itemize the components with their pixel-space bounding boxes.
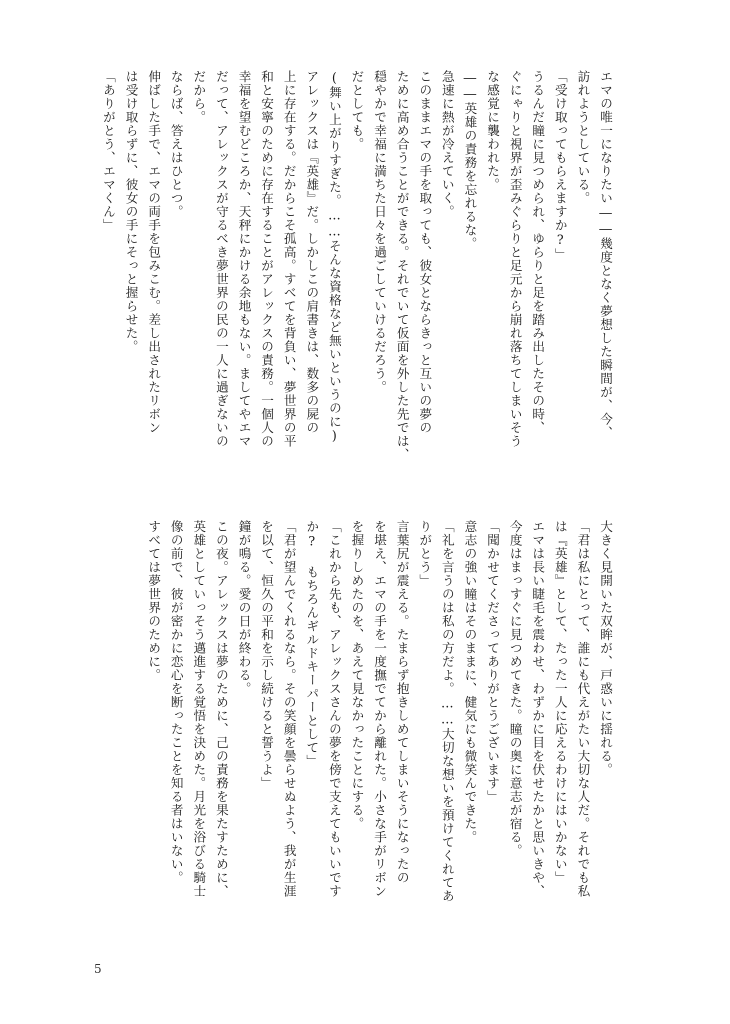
text-line: を以て、恒久の平和を示し続けると誓うよ」: [259, 520, 275, 790]
text-line: 英雄としていっそう邁進する覚悟を決めた。月光を浴びる騎士: [191, 520, 207, 898]
text-line: を堪え、エマの手を一度撫でてから離れた。小さな手がリボン: [372, 520, 388, 898]
text-line: ために高め合うことができる。それでいて仮面を外した先では、: [394, 70, 410, 462]
text-line: 「これから先も、アレックスさんの夢を傍で支えてもいいです: [326, 520, 342, 898]
text-line: だから。: [191, 70, 207, 124]
text-line: だとしても。: [349, 70, 365, 151]
text-line: うるんだ瞳に見つめられ、ゆらりと足を踏み出したその時、: [530, 70, 546, 435]
text-line: エマの唯一になりたい――幾度となく夢想した瞬間が、今、: [598, 70, 613, 440]
text-line: を握りしめたのを、あえて見なかったことにする。: [349, 520, 365, 831]
page-number: 5: [94, 962, 102, 976]
text-line: ぐにゃりと視界が歪みぐらりと足元から崩れ落ちてしまいそう: [507, 70, 523, 448]
text-line: だって、アレックスが守るべき夢世界の民の一人に過ぎないの: [213, 70, 229, 448]
text-line: 訪れようとしている。: [575, 70, 591, 205]
text-line: エマは長い睫毛を震わせ、わずかに目を伏せたかと思いきや、: [530, 520, 546, 898]
text-line: 急速に熱が冷えていく。: [439, 70, 455, 219]
text-line: すべては夢世界のために。: [146, 520, 162, 682]
text-line: 伸ばした手で、エマの両手を包みこむ。差し出されたリボン: [146, 70, 162, 435]
text-line: アレックスは『英雄』だ。しかしこの肩書きは、数多の屍の: [304, 70, 320, 435]
text-line: 言葉尻が震える。たまらず抱きしめてしまいそうになったの: [394, 520, 410, 885]
text-line: 像の前で、彼が密かに恋心を断ったことを知る者はいない。: [168, 520, 184, 885]
text-line: ――英雄の責務を忘れるな。: [462, 70, 478, 251]
text-line: この夜。アレックスは夢のために、己の責務を果たすために、: [213, 520, 229, 898]
text-line: 「君が望んでくれるなら。その笑顔を曇らせぬよう、我が生涯: [281, 520, 297, 898]
text-line: ならば、答えはひとつ。: [168, 70, 184, 219]
text-line: 鐘が鳴る。愛の日が終わる。: [236, 520, 252, 696]
text-line: は受け取らずに、彼女の手にそっと握らせた。: [123, 70, 139, 354]
text-line: (舞い上がりすぎた。……そんな資格など無いというのに): [326, 70, 342, 445]
text-line: か? もちろんギルドキーパーとして」: [304, 520, 320, 768]
text-line: このままエマの手を取っても、彼女とならきっと互いの夢の: [417, 70, 433, 435]
text-line: は『英雄』として、たった一人に応えるわけにはいかない」: [552, 520, 568, 885]
text-line: 意志の強い瞳はそのままに、健気にも微笑んできた。: [462, 520, 478, 844]
text-line: 今度はまっすぐに見つめてきた。瞳の奥に意志が宿る。: [507, 520, 523, 858]
text-line: な感覚に襲われた。: [485, 70, 501, 192]
text-line: 「聞かせてくださってありがとうございます」: [485, 520, 501, 804]
text-line: 「受け取ってもらえますか?」: [552, 70, 568, 262]
text-line: 「礼を言うのは私の方だよ。……大切な想いを預けてくれてあ: [439, 520, 455, 903]
text-block-upper: [96, 70, 616, 510]
text-line: 和と安寧のために存在することがアレックスの責務。一個人の: [259, 70, 275, 448]
text-line: 上に存在する。だからこそ孤高。すべてを背負い、夢世界の平: [281, 70, 297, 448]
text-block-lower: [142, 520, 616, 960]
text-line: 大きく見開いた双眸が、戸惑いに揺れる。: [598, 520, 613, 777]
text-line: 「君は私にとって、誰にも代えがたい大切な人だ。それでも私: [575, 520, 591, 898]
text-line: 「ありがとう、エマくん」: [100, 70, 116, 232]
text-line: 幸福を望むどころか、天秤にかける余地もない。ましてやエマ: [236, 70, 252, 448]
text-line: りがとう」: [417, 520, 433, 588]
text-line: 穏やかで幸福に満ちた日々を過ごしていけるだろう。: [372, 70, 388, 394]
